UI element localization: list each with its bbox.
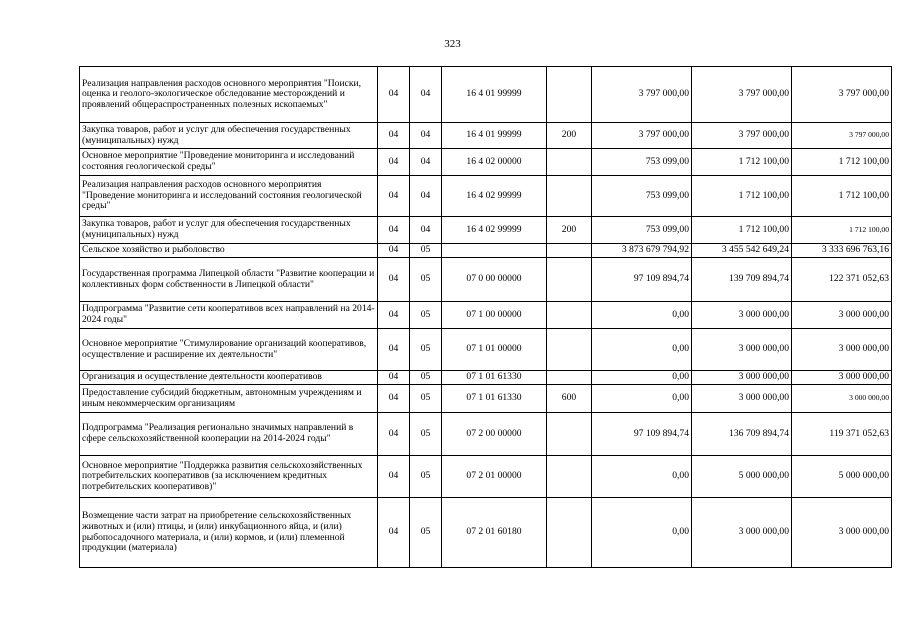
row-name: Организация и осуществление деятельности кооперативов [80, 371, 378, 385]
subsection-code: 04 [410, 176, 442, 217]
table-row [80, 123, 892, 149]
section-code: 04 [378, 498, 410, 568]
target-article-code: 07 0 00 00000 [442, 258, 547, 302]
sum-year-3: 119 371 052,63 [792, 413, 892, 456]
expense-type-code [547, 371, 592, 385]
sum-year-1: 0,00 [592, 329, 692, 371]
sum-year-1: 753 099,00 [592, 217, 692, 244]
table-row [80, 67, 892, 123]
row-name: Предоставление субсидий бюджетным, автономным учреждениям и иным некоммерческим организациям [80, 385, 378, 413]
sum-year-2: 3 000 000,00 [692, 498, 792, 568]
sum-year-3: 1 712 100,00 [792, 176, 892, 217]
sum-year-3: 3 000 000,00 [792, 498, 892, 568]
target-article-code: 07 1 01 61330 [442, 385, 547, 413]
row-name: Основное мероприятие "Стимулирование организаций кооперативов, осуществление и расширение их деятельности" [80, 329, 378, 371]
table-row [80, 413, 892, 456]
subsection-code: 04 [410, 149, 442, 176]
sum-year-3: 3 797 000,00 [792, 67, 892, 123]
sum-year-2: 3 000 000,00 [692, 371, 792, 385]
section-code: 04 [378, 302, 410, 329]
sum-year-2: 3 000 000,00 [692, 329, 792, 371]
row-name: Закупка товаров, работ и услуг для обеспечения государственных (муниципальных) нужд [80, 217, 378, 244]
sum-year-2: 1 712 100,00 [692, 149, 792, 176]
section-code: 04 [378, 329, 410, 371]
subsection-code: 05 [410, 498, 442, 568]
table-row [80, 498, 892, 568]
subsection-code: 05 [410, 258, 442, 302]
table-row [80, 456, 892, 498]
sum-year-1: 3 873 679 794,92 [592, 244, 692, 258]
sum-year-1: 753 099,00 [592, 149, 692, 176]
target-article-code: 07 1 01 61330 [442, 371, 547, 385]
target-article-code: 07 2 01 00000 [442, 456, 547, 498]
section-code: 04 [378, 67, 410, 123]
sum-year-3: 122 371 052,63 [792, 258, 892, 302]
section-code: 04 [378, 176, 410, 217]
row-name: Реализация направления расходов основного мероприятия "Проведение мониторинга и исследований состояния геологической среды" [80, 176, 378, 217]
budget-table [79, 66, 892, 568]
row-name: Подпрограмма "Реализация регионально значимых направлений в сфере сельскохозяйственной кооперации на 2014-2024 годы" [80, 413, 378, 456]
table-row [80, 371, 892, 385]
expense-type-code [547, 258, 592, 302]
sum-year-3: 3 333 696 763,16 [792, 244, 892, 258]
sum-year-2: 5 000 000,00 [692, 456, 792, 498]
table-row [80, 385, 892, 413]
sum-year-2: 3 000 000,00 [692, 385, 792, 413]
table-row [80, 302, 892, 329]
section-code: 04 [378, 258, 410, 302]
sum-year-2: 139 709 894,74 [692, 258, 792, 302]
sum-year-1: 0,00 [592, 498, 692, 568]
section-code: 04 [378, 413, 410, 456]
subsection-code: 05 [410, 371, 442, 385]
sum-year-3: 3 797 000,00 [792, 123, 892, 149]
subsection-code: 04 [410, 67, 442, 123]
subsection-code: 05 [410, 302, 442, 329]
expense-type-code: 200 [547, 123, 592, 149]
target-article-code: 16 4 01 99999 [442, 67, 547, 123]
sum-year-1: 0,00 [592, 371, 692, 385]
section-code: 04 [378, 217, 410, 244]
section-code: 04 [378, 371, 410, 385]
row-name: Реализация направления расходов основного мероприятия "Поиски, оценка и геолого-экологическое обследование месторождений и проявлений общераспространенных полезных ископаемых" [80, 67, 378, 123]
section-code: 04 [378, 149, 410, 176]
row-name: Возмещение части затрат на приобретение сельскохозяйственных животных и (или) птицы, и (или) инкубационного яйца, и (или) рыбопосадочного материала, и (или) кормов, и (или) племенной продукции (материала) [80, 498, 378, 568]
sum-year-1: 3 797 000,00 [592, 123, 692, 149]
sum-year-1: 0,00 [592, 385, 692, 413]
sum-year-2: 1 712 100,00 [692, 176, 792, 217]
sum-year-1: 97 109 894,74 [592, 413, 692, 456]
expense-type-code [547, 498, 592, 568]
row-name: Государственная программа Липецкой области "Развитие кооперации и коллективных форм собственности в Липецкой области" [80, 258, 378, 302]
row-name: Основное мероприятие "Проведение мониторинга и исследований состояния геологической среды" [80, 149, 378, 176]
sum-year-2: 3 455 542 649,24 [692, 244, 792, 258]
sum-year-3: 3 000 000,00 [792, 371, 892, 385]
target-article-code [442, 244, 547, 258]
row-name: Закупка товаров, работ и услуг для обеспечения государственных (муниципальных) нужд [80, 123, 378, 149]
target-article-code: 07 1 01 00000 [442, 329, 547, 371]
subsection-code: 05 [410, 456, 442, 498]
section-code: 04 [378, 385, 410, 413]
subsection-code: 04 [410, 217, 442, 244]
expense-type-code [547, 329, 592, 371]
subsection-code: 05 [410, 385, 442, 413]
row-name: Основное мероприятие "Поддержка развития сельскохозяйственных потребительских кооперативов (за исключением кредитных потребительских кооперативов)" [80, 456, 378, 498]
expense-type-code [547, 302, 592, 329]
table-row [80, 258, 892, 302]
sum-year-3: 3 000 000,00 [792, 329, 892, 371]
sum-year-3: 1 712 100,00 [792, 217, 892, 244]
sum-year-2: 1 712 100,00 [692, 217, 792, 244]
table-row [80, 329, 892, 371]
sum-year-1: 0,00 [592, 302, 692, 329]
expense-type-code: 600 [547, 385, 592, 413]
sum-year-2: 3 000 000,00 [692, 302, 792, 329]
sum-year-3: 3 000 000,00 [792, 385, 892, 413]
target-article-code: 16 4 02 99999 [442, 217, 547, 244]
sum-year-1: 0,00 [592, 456, 692, 498]
expense-type-code [547, 176, 592, 217]
target-article-code: 07 2 00 00000 [442, 413, 547, 456]
sum-year-1: 753 099,00 [592, 176, 692, 217]
subsection-code: 05 [410, 329, 442, 371]
expense-type-code [547, 149, 592, 176]
sum-year-3: 1 712 100,00 [792, 149, 892, 176]
table-body [80, 67, 892, 568]
sum-year-2: 3 797 000,00 [692, 123, 792, 149]
expense-type-code [547, 67, 592, 123]
section-code: 04 [378, 244, 410, 258]
section-code: 04 [378, 456, 410, 498]
table-row [80, 217, 892, 244]
sum-year-2: 136 709 894,74 [692, 413, 792, 456]
sum-year-3: 5 000 000,00 [792, 456, 892, 498]
table-row [80, 176, 892, 217]
expense-type-code [547, 456, 592, 498]
target-article-code: 07 2 01 60180 [442, 498, 547, 568]
page-number: 323 [444, 38, 461, 50]
target-article-code: 07 1 00 00000 [442, 302, 547, 329]
table-row [80, 149, 892, 176]
table-row [80, 244, 892, 258]
subsection-code: 04 [410, 123, 442, 149]
sum-year-1: 97 109 894,74 [592, 258, 692, 302]
expense-type-code [547, 244, 592, 258]
section-code: 04 [378, 123, 410, 149]
sum-year-3: 3 000 000,00 [792, 302, 892, 329]
expense-type-code: 200 [547, 217, 592, 244]
subsection-code: 05 [410, 244, 442, 258]
sum-year-2: 3 797 000,00 [692, 67, 792, 123]
row-name: Сельское хозяйство и рыболовство [80, 244, 378, 258]
row-name: Подпрограмма "Развитие сети кооперативов всех направлений на 2014-2024 годы" [80, 302, 378, 329]
expense-type-code [547, 413, 592, 456]
target-article-code: 16 4 01 99999 [442, 123, 547, 149]
target-article-code: 16 4 02 00000 [442, 149, 547, 176]
subsection-code: 05 [410, 413, 442, 456]
target-article-code: 16 4 02 99999 [442, 176, 547, 217]
sum-year-1: 3 797 000,00 [592, 67, 692, 123]
